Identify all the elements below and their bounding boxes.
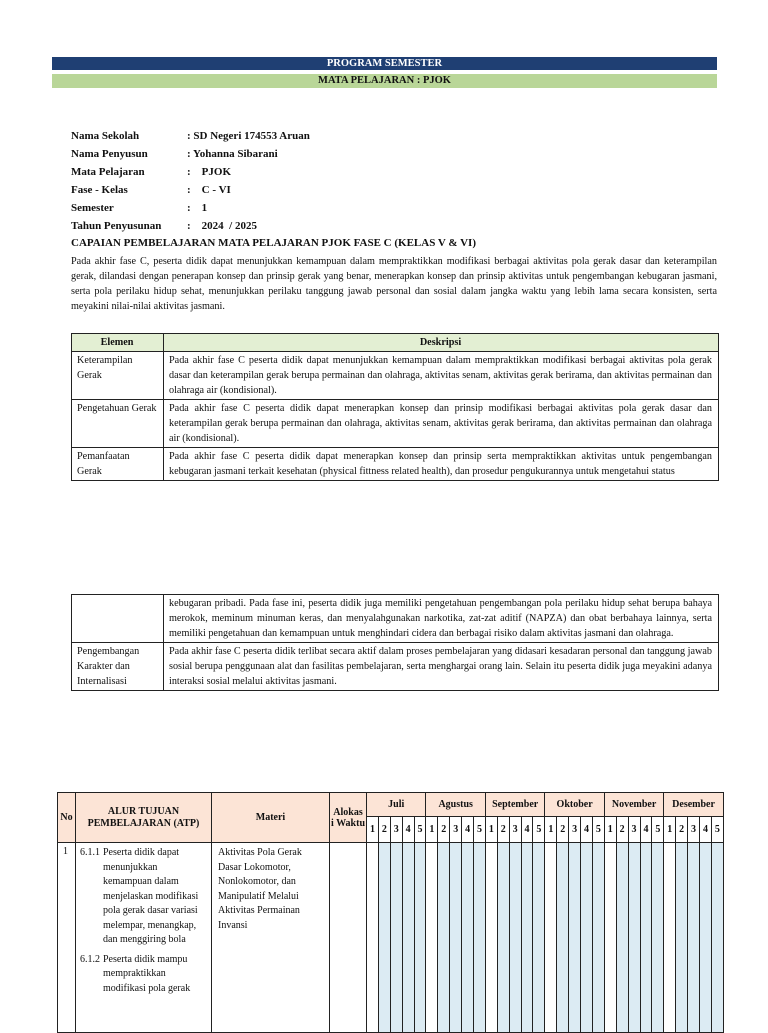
elemen-table: [71, 333, 719, 481]
elemen-cell: Pengembangan Karakter dan Internalisasi: [72, 643, 164, 691]
info-label: Fase - Kelas: [71, 184, 128, 196]
week-header: 4: [700, 817, 712, 843]
elemen-cell: Pemanfaatan Gerak: [72, 448, 164, 481]
week-header: 2: [438, 817, 450, 843]
week-cell[interactable]: [367, 843, 379, 1033]
schedule-table: [57, 792, 724, 1033]
info-value: : PJOK: [187, 166, 231, 178]
info-label: Semester: [71, 202, 114, 214]
info-row: [71, 199, 310, 217]
info-value: : Yohanna Sibarani: [187, 148, 278, 160]
week-header: 4: [462, 817, 474, 843]
document-title-bar: PROGRAM SEMESTER: [52, 57, 717, 70]
atp-item: [80, 953, 207, 997]
deskripsi-cell: Pada akhir fase C peserta didik dapat menerapkan konsep dan prinsip serta mempraktikkan aktivitas untuk pengembangan kebugaran jasmani terkait kesehatan (physical fittness related health), dan prosedur pengukurannya untuk mengetahui status: [164, 448, 719, 481]
column-header-materi: Materi: [212, 793, 330, 843]
week-cell[interactable]: [664, 843, 676, 1033]
deskripsi-cell: Pada akhir fase C peserta didik terlibat secara aktif dalam proses pembelajaran yang didasari kesadaran personal dan tanggung jawab sosial berupa penggunaan alat dan fasilitas pembelajaran, serta menghargai orang lain. Selain itu peserta didik juga meyakini adanya interaksi sosial melalui aktivitas jasmani.: [164, 643, 719, 691]
table-row: [72, 595, 719, 643]
week-header: 3: [569, 817, 581, 843]
week-cell[interactable]: [497, 843, 509, 1033]
week-cell[interactable]: [402, 843, 414, 1033]
info-value: : C - VI: [187, 184, 231, 196]
week-header: 4: [640, 817, 652, 843]
row-number: 1: [58, 843, 76, 1033]
info-label: Tahun Penyusunan: [71, 220, 162, 232]
info-value: : 2024 / 2025: [187, 220, 257, 232]
week-header: 1: [485, 817, 497, 843]
column-header-deskripsi: Deskripsi: [164, 334, 719, 352]
week-header: 1: [545, 817, 557, 843]
month-header: September: [485, 793, 544, 817]
month-header: November: [604, 793, 664, 817]
week-header: 2: [676, 817, 688, 843]
info-value: : SD Negeri 174553 Aruan: [187, 130, 310, 142]
info-row: [71, 163, 310, 181]
table-row: [58, 843, 724, 1033]
table-header-row: [72, 334, 719, 352]
week-header: 5: [474, 817, 486, 843]
info-row: [71, 181, 310, 199]
week-cell[interactable]: [640, 843, 652, 1033]
week-cell[interactable]: [628, 843, 640, 1033]
deskripsi-cell: kebugaran pribadi. Pada fase ini, peserta didik juga memiliki pengetahuan pengembangan pola perilaku hidup sehat berupa bahaya merokok, meminum minuman keras, dan menyalahgunakan narkotika, zat-zat aditif (NAPZA) dan obat berbahaya lainnya, serta memiliki pengetahuan dan kemampuan untuk menghindari cidera dan berbagai risiko dalam aktivitas jasmani dan olahraga.: [164, 595, 719, 643]
week-cell[interactable]: [711, 843, 723, 1033]
week-header: 3: [390, 817, 402, 843]
week-cell[interactable]: [462, 843, 474, 1033]
atp-text: Peserta didik dapat menunjukkan kemampuan dalam menjelaskan modifikasi pola gerak dasar variasi melempar, menangkap, dan menggiring bola: [103, 847, 199, 945]
week-header: 1: [367, 817, 379, 843]
capaian-heading: CAPAIAN PEMBELAJARAN MATA PELAJARAN PJOK FASE C (KELAS V & VI): [71, 237, 476, 249]
week-header: 3: [628, 817, 640, 843]
table-row: [72, 352, 719, 400]
week-cell[interactable]: [509, 843, 521, 1033]
info-row: [71, 145, 310, 163]
week-header: 5: [414, 817, 426, 843]
week-cell[interactable]: [545, 843, 557, 1033]
column-header-alokasi: Alokas i Waktu: [330, 793, 367, 843]
week-header: 5: [711, 817, 723, 843]
info-label: Nama Sekolah: [71, 130, 140, 142]
subject-bar: MATA PELAJARAN : PJOK: [52, 74, 717, 88]
week-header: 3: [450, 817, 462, 843]
deskripsi-cell: Pada akhir fase C peserta didik dapat menerapkan konsep dan prinsip modifikasi berbagai aktivitas pola gerak dasar dan keterampilan gerak berupa permainan dan olahraga, aktivitas senam, aktivitas gerak berirama, dan aktivitas permainan dan olahraga air (kondisional).: [164, 400, 719, 448]
week-cell[interactable]: [676, 843, 688, 1033]
month-header: Juli: [367, 793, 426, 817]
deskripsi-cell: Pada akhir fase C peserta didik dapat menunjukkan kemampuan dalam mempraktikkan modifikasi berbagai aktivitas pola gerak dasar dan keterampilan gerak berupa permainan dan olahraga, aktivitas senam, aktivitas gerak berirama, dan aktivitas permainan dan olahraga air (kondisional).: [164, 352, 719, 400]
week-cell[interactable]: [557, 843, 569, 1033]
week-cell[interactable]: [485, 843, 497, 1033]
week-cell[interactable]: [390, 843, 402, 1033]
week-header: 5: [533, 817, 545, 843]
week-cell[interactable]: [450, 843, 462, 1033]
week-header: 3: [509, 817, 521, 843]
week-cell[interactable]: [378, 843, 390, 1033]
info-label: Nama Penyusun: [71, 148, 148, 160]
week-header: 1: [604, 817, 616, 843]
month-header: Agustus: [426, 793, 485, 817]
week-header: 4: [402, 817, 414, 843]
materi-cell: Aktivitas Pola Gerak Dasar Lokomotor, Nonlokomotor, dan Manipulatif Melalui Aktivitas Permainan Invansi: [212, 843, 330, 1033]
week-cell[interactable]: [616, 843, 628, 1033]
month-header: Oktober: [545, 793, 604, 817]
week-header: 5: [652, 817, 664, 843]
atp-item: [80, 846, 207, 948]
atp-code: 6.1.1: [80, 847, 100, 858]
identity-block: [71, 127, 310, 235]
month-header: Desember: [664, 793, 723, 817]
elemen-cell: Pengetahuan Gerak: [72, 400, 164, 448]
alokasi-cell: [330, 843, 367, 1033]
week-header: 2: [557, 817, 569, 843]
week-header: 2: [616, 817, 628, 843]
week-cell[interactable]: [581, 843, 593, 1033]
week-header: 1: [426, 817, 438, 843]
week-cell[interactable]: [438, 843, 450, 1033]
atp-code: 6.1.2: [80, 953, 100, 965]
info-row: [71, 217, 310, 235]
column-header-no: No: [58, 793, 76, 843]
week-cell[interactable]: [652, 843, 664, 1033]
week-cell[interactable]: [604, 843, 616, 1033]
week-cell[interactable]: [700, 843, 712, 1033]
column-header-elemen: Elemen: [72, 334, 164, 352]
week-header: 2: [497, 817, 509, 843]
week-header: 5: [592, 817, 604, 843]
week-header: 3: [688, 817, 700, 843]
atp-text: Peserta didik mampu mempraktikkan modifikasi pola gerak: [103, 953, 191, 994]
schedule-header-row: [58, 793, 724, 817]
week-header: 4: [521, 817, 533, 843]
info-value: : 1: [187, 202, 208, 214]
week-cell[interactable]: [426, 843, 438, 1033]
column-header-atp: ALUR TUJUAN PEMBELAJARAN (ATP): [76, 793, 212, 843]
table-row: [72, 643, 719, 691]
week-cell[interactable]: [569, 843, 581, 1033]
elemen-cell: [72, 595, 164, 643]
table-row: [72, 448, 719, 481]
week-header: 4: [581, 817, 593, 843]
week-cell[interactable]: [533, 843, 545, 1033]
info-label: Mata Pelajaran: [71, 166, 145, 178]
week-cell[interactable]: [592, 843, 604, 1033]
week-cell[interactable]: [414, 843, 426, 1033]
table-row: [72, 400, 719, 448]
week-cell[interactable]: [474, 843, 486, 1033]
week-cell[interactable]: [521, 843, 533, 1033]
week-header: 1: [664, 817, 676, 843]
atp-cell: [76, 843, 212, 1033]
capaian-paragraph: Pada akhir fase C, peserta didik dapat menunjukkan kemampuan dalam mempraktikkan modifikasi berbagai aktivitas pola gerak dasar dan keterampilan gerak, dilandasi dengan penerapan konsep dan prinsip gerak yang benar, menerapkan konsep dan prinsip aktivitas untuk pengembangan kebugaran jasmani, serta pola perilaku hidup sehat, menunjukkan perilaku tanggung jawab personal dan sosial dalam jangka waktu yang lebih lama secara konsisten, serta meyakini nilai-nilai aktivitas jasmani.: [71, 256, 717, 312]
elemen-cell: Keterampilan Gerak: [72, 352, 164, 400]
week-cell[interactable]: [688, 843, 700, 1033]
info-row: [71, 127, 310, 145]
elemen-table-continued: [71, 594, 719, 691]
week-header: 2: [378, 817, 390, 843]
